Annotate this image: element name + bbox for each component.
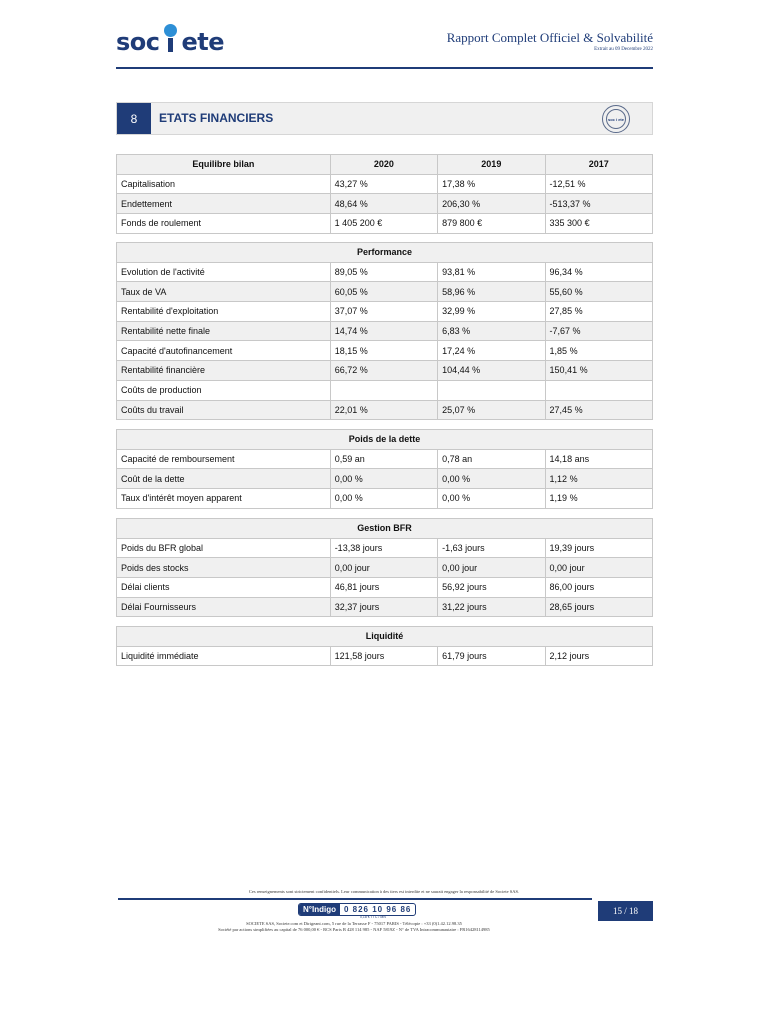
table-row <box>117 321 653 341</box>
cell-value: 27,85 % <box>545 302 652 322</box>
table-row <box>117 538 653 558</box>
section-header <box>116 102 653 135</box>
section-number: 8 <box>117 103 151 134</box>
cell-value: 96,34 % <box>545 262 652 282</box>
cell-value: 93,81 % <box>438 262 545 282</box>
cell-value: 17,24 % <box>438 341 545 361</box>
cell-value: -1,63 jours <box>438 538 545 558</box>
row-label: Délai Fournisseurs <box>117 597 331 617</box>
confidential-notice: Ces renseignements sont strictement confidentiels. Leur communication à des tiers est interdite et ne saurait engager la responsabilité de Societe SAS. <box>248 889 520 894</box>
cell-value: 0,00 jour <box>438 558 545 578</box>
indigo-number: 0 826 10 96 86 <box>343 905 412 914</box>
table-title: Gestion BFR <box>117 519 653 539</box>
table-row <box>117 262 653 282</box>
table-row <box>117 282 653 302</box>
row-label: Coûts de production <box>117 380 331 400</box>
row-label: Rentabilité nette finale <box>117 321 331 341</box>
table-row <box>117 646 653 666</box>
certification-seal-icon <box>602 105 630 133</box>
cell-value: 104,44 % <box>438 361 545 381</box>
row-label: Rentabilité financière <box>117 361 331 381</box>
header-divider <box>116 67 653 69</box>
year-2019: 2019 <box>438 155 545 175</box>
section-title: ETATS FINANCIERS <box>159 111 274 125</box>
cell-value: 66,72 % <box>330 361 437 381</box>
cell-value: 37,07 % <box>330 302 437 322</box>
cell-value: 22,01 % <box>330 400 437 420</box>
table-row <box>117 380 653 400</box>
seal-text: soc i ete <box>606 109 626 129</box>
cell-value: 60,05 % <box>330 282 437 302</box>
cell-value: 58,96 % <box>438 282 545 302</box>
table-row <box>117 449 653 469</box>
table-row <box>117 597 653 617</box>
table-row <box>117 469 653 489</box>
cell-value: 335 300 € <box>545 214 652 234</box>
cell-value: 46,81 jours <box>330 578 437 598</box>
cell-value: 56,92 jours <box>438 578 545 598</box>
table-row <box>117 341 653 361</box>
table-row <box>117 174 653 194</box>
indigo-price: 0,18 € TTC / MN <box>360 915 386 919</box>
row-label: Poids des stocks <box>117 558 331 578</box>
table-row <box>117 214 653 234</box>
table-title: Liquidité <box>117 627 653 647</box>
row-label: Taux de VA <box>117 282 331 302</box>
table-poids-dette <box>116 429 653 509</box>
cell-value: 0,00 jour <box>330 558 437 578</box>
company-legal-info: Société par actions simplifiées au capital de 76 000,00 € - RCS Paris B 428 114 985 - NAF 5819Z - N° de TVA Intracommunautaire : FR16428114985 <box>218 927 490 932</box>
cell-value: 43,27 % <box>330 174 437 194</box>
indigo-label: N°Indigo <box>299 904 340 915</box>
cell-value: 19,39 jours <box>545 538 652 558</box>
row-label: Poids du BFR global <box>117 538 331 558</box>
table-row <box>117 400 653 420</box>
company-address: SOCIETE SAS, Societe.com et Dirigeant.com, 5 rue de la Terrasse F - 75017 PARIS - Télécopie : +33 (0)1.42.12.98.35 <box>246 921 462 926</box>
cell-value: 2,12 jours <box>545 646 652 666</box>
table-liquidite <box>116 626 653 666</box>
row-label: Rentabilité d'exploitation <box>117 302 331 322</box>
cell-value: -12,51 % <box>545 174 652 194</box>
cell-value: 1,12 % <box>545 469 652 489</box>
logo-i-mark-icon <box>161 30 181 54</box>
cell-value <box>330 380 437 400</box>
cell-value: -7,67 % <box>545 321 652 341</box>
cell-value: 0,00 % <box>438 489 545 509</box>
row-label: Capacité de remboursement <box>117 449 331 469</box>
table-equilibre-bilan <box>116 154 653 234</box>
cell-value: 31,22 jours <box>438 597 545 617</box>
cell-value: 28,65 jours <box>545 597 652 617</box>
table-body <box>117 538 653 617</box>
cell-value: 0,00 % <box>330 469 437 489</box>
page-number: 15 / 18 <box>598 901 653 921</box>
table-body <box>117 174 653 233</box>
cell-value: 18,15 % <box>330 341 437 361</box>
logo-text-right: ete <box>181 28 225 56</box>
cell-value: 61,79 jours <box>438 646 545 666</box>
cell-value: 86,00 jours <box>545 578 652 598</box>
table-title: Performance <box>117 243 653 263</box>
table-body <box>117 262 653 420</box>
cell-value: 6,83 % <box>438 321 545 341</box>
cell-value: 1,19 % <box>545 489 652 509</box>
indigo-phone-badge <box>298 903 416 916</box>
table-title: Poids de la dette <box>117 430 653 450</box>
row-label: Liquidité immédiate <box>117 646 331 666</box>
cell-value: 32,99 % <box>438 302 545 322</box>
report-title: Rapport Complet Officiel & Solvabilité <box>446 30 653 45</box>
cell-value: 0,00 % <box>438 469 545 489</box>
table-title: Equilibre bilan <box>117 155 331 175</box>
table-body <box>117 646 653 666</box>
table-row <box>117 361 653 381</box>
cell-value: 0,00 % <box>330 489 437 509</box>
cell-value: -513,37 % <box>545 194 652 214</box>
table-row <box>117 302 653 322</box>
cell-value: 879 800 € <box>438 214 545 234</box>
row-label: Taux d'intérêt moyen apparent <box>117 489 331 509</box>
row-label: Fonds de roulement <box>117 214 331 234</box>
row-label: Evolution de l'activité <box>117 262 331 282</box>
cell-value: 48,64 % <box>330 194 437 214</box>
cell-value: 89,05 % <box>330 262 437 282</box>
table-row <box>117 558 653 578</box>
table-header-row <box>117 430 653 450</box>
table-header-row <box>117 519 653 539</box>
footer-divider <box>118 898 592 900</box>
cell-value: 1,85 % <box>545 341 652 361</box>
cell-value: 0,00 jour <box>545 558 652 578</box>
cell-value: 17,38 % <box>438 174 545 194</box>
table-header-row <box>117 627 653 647</box>
table-row <box>117 194 653 214</box>
row-label: Coût de la dette <box>117 469 331 489</box>
row-label: Capacité d'autofinancement <box>117 341 331 361</box>
cell-value: 150,41 % <box>545 361 652 381</box>
cell-value <box>545 380 652 400</box>
year-2017: 2017 <box>545 155 652 175</box>
cell-value: 55,60 % <box>545 282 652 302</box>
table-gestion-bfr <box>116 518 653 617</box>
cell-value: 14,18 ans <box>545 449 652 469</box>
cell-value: 25,07 % <box>438 400 545 420</box>
row-label: Endettement <box>117 194 331 214</box>
report-title-block <box>447 30 653 52</box>
cell-value: 0,78 an <box>438 449 545 469</box>
logo-text-left: soc <box>116 28 160 56</box>
cell-value: 121,58 jours <box>330 646 437 666</box>
cell-value: -13,38 jours <box>330 538 437 558</box>
table-performance <box>116 242 653 420</box>
row-label: Délai clients <box>117 578 331 598</box>
table-header-row <box>117 155 653 175</box>
table-row <box>117 578 653 598</box>
table-row <box>117 489 653 509</box>
cell-value: 1 405 200 € <box>330 214 437 234</box>
cell-value: 14,74 % <box>330 321 437 341</box>
table-body <box>117 449 653 508</box>
cell-value: 27,45 % <box>545 400 652 420</box>
cell-value <box>438 380 545 400</box>
year-2020: 2020 <box>330 155 437 175</box>
table-header-row <box>117 243 653 263</box>
cell-value: 0,59 an <box>330 449 437 469</box>
cell-value: 206,30 % <box>438 194 545 214</box>
cell-value: 32,37 jours <box>330 597 437 617</box>
societe-logo <box>116 28 224 56</box>
extract-date: Extrait au 09 Decembre 2022 <box>594 47 653 52</box>
row-label: Capitalisation <box>117 174 331 194</box>
row-label: Coûts du travail <box>117 400 331 420</box>
